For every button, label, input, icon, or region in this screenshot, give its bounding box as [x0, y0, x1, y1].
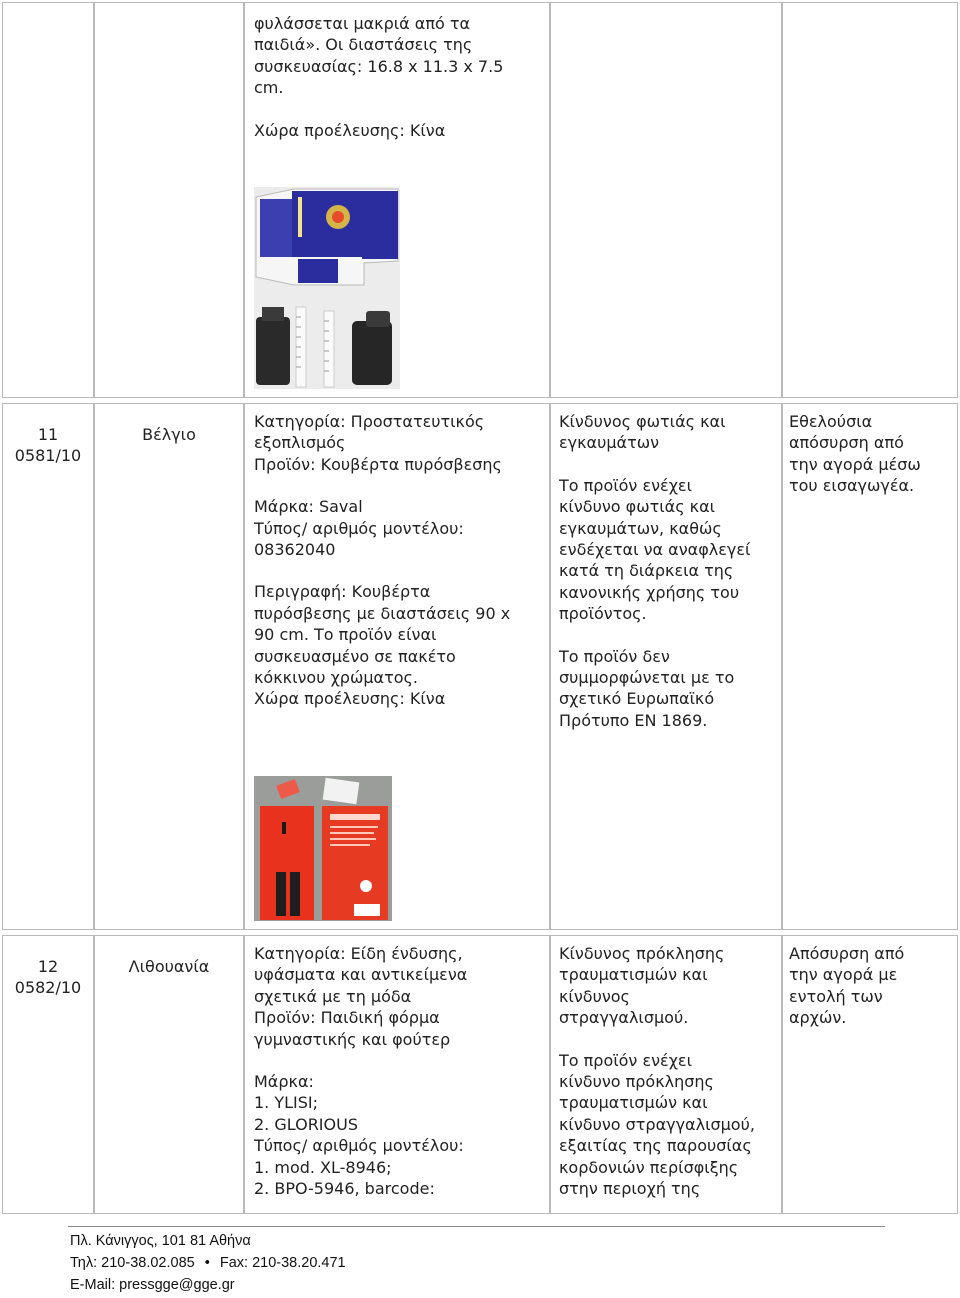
text-line: του εισαγωγέα.	[789, 476, 915, 496]
product-text: Προϊόν: Κουβέρτα πυρόσβεσης	[254, 454, 502, 474]
text-line: 2. BPO-5946, barcode:	[254, 1179, 435, 1199]
text-line: κίνδυνο πρόκλησης	[559, 1072, 714, 1092]
text-line: παιδιά». Οι διαστάσεις της	[254, 35, 473, 55]
text-line: κίνδυνο στραγγαλισμού,	[559, 1114, 755, 1134]
text-line: προϊόντος.	[559, 604, 647, 624]
text-line: κορδονιών περίσφιξης	[559, 1157, 739, 1177]
text-line: Το προϊόν ενέχει	[559, 475, 692, 495]
text-line: 90 cm. Το προϊόν είναι	[254, 625, 437, 645]
origin-text: Χώρα προέλευσης: Κίνα	[254, 120, 446, 140]
entry-code: 0581/10	[14, 446, 82, 466]
text-line: συμμορφώνεται με το	[559, 668, 735, 688]
footer-divider	[68, 1226, 885, 1227]
product-photo-lighter	[254, 187, 400, 389]
text-line: Εθελούσια	[789, 412, 873, 431]
bullet-separator: •	[204, 1255, 210, 1271]
row11-number	[2, 424, 94, 467]
tel-text: Τηλ: 210-38.02.085	[70, 1255, 195, 1271]
text-line: σχετικό Ευρωπαϊκό	[559, 689, 715, 709]
text-line: στην περιοχή της	[559, 1179, 701, 1199]
text-line: Μάρκα:	[254, 1072, 314, 1092]
product-photo-fire-blanket	[254, 776, 392, 921]
row11-country-cell	[94, 403, 244, 930]
prev-measures-cell	[782, 2, 958, 398]
text-line: στραγγαλισμού.	[559, 1008, 689, 1028]
text-line: φυλάσσεται μακριά από τα	[254, 14, 471, 33]
text-line: εξοπλισμός	[254, 433, 346, 453]
text-line: τραυματισμών και	[559, 1093, 708, 1113]
text-line: κόκκινου χρώματος.	[254, 668, 418, 688]
row12-country	[94, 956, 244, 977]
brand-text: Μάρκα: Saval	[254, 497, 363, 517]
text-line: πυρόσβεσης με διαστάσεις 90 x	[254, 603, 511, 623]
text-line: cm.	[254, 78, 284, 98]
text-line: 1. mod. XL-8946;	[254, 1157, 392, 1177]
row11-details-text	[254, 411, 546, 710]
text-line: απόσυρση από	[789, 433, 904, 453]
text-line: την αγορά με	[789, 965, 898, 985]
row11-measures-text	[789, 411, 955, 497]
text-line: κανονικής χρήσης του	[559, 582, 740, 602]
text-line: Κίνδυνος φωτιάς και	[559, 412, 726, 431]
text-line: Πρότυπο EN 1869.	[559, 710, 708, 730]
text-line: εντολή των	[789, 986, 883, 1006]
text-line: Περιγραφή: Κουβέρτα	[254, 582, 431, 602]
row11-country	[94, 424, 244, 445]
text-line: Κίνδυνος πρόκλησης	[559, 944, 725, 963]
row12-measures-text	[789, 943, 955, 1029]
model-label: Τύπος/ αριθμός μοντέλου:	[254, 518, 464, 538]
text-line: κίνδυνος	[559, 986, 630, 1006]
prev-country-cell	[94, 2, 244, 398]
entry-number: 11	[37, 425, 59, 444]
text-line: ενδέχεται να αναφλεγεί	[559, 540, 751, 560]
text-line: Το προϊόν ενέχει	[559, 1050, 692, 1070]
text-line: αρχών.	[789, 1008, 847, 1028]
text-line: υφάσματα και αντικείμενα	[254, 965, 468, 985]
text-line: συσκευασμένο σε πακέτο	[254, 646, 456, 666]
footer-address	[70, 1233, 251, 1249]
text-line: κίνδυνο φωτιάς και	[559, 497, 716, 517]
prev-risk-cell	[550, 2, 782, 398]
footer-phone-fax	[70, 1255, 346, 1271]
fax-text: Fax: 210-38.20.471	[219, 1255, 346, 1271]
entry-number: 12	[37, 957, 59, 976]
text-line: τραυματισμών και	[559, 965, 708, 985]
entry-code: 0582/10	[14, 978, 82, 998]
text-line: Το προϊόν δεν	[559, 646, 670, 666]
text-line: Προϊόν: Παιδική φόρμα	[254, 1008, 440, 1028]
text-line: 2. GLORIOUS	[254, 1114, 358, 1134]
text-line: συσκευασίας: 16.8 x 11.3 x 7.5	[254, 56, 504, 76]
row11-risk-text	[559, 411, 777, 731]
footer-email	[70, 1277, 235, 1293]
text-line: Κατηγορία: Προστατευτικός	[254, 412, 485, 431]
text-line: εξαιτίας της παρουσίας	[559, 1136, 752, 1156]
row11-num-cell	[2, 403, 94, 930]
origin-text: Χώρα προέλευσης: Κίνα	[254, 689, 446, 709]
prev-details-text	[254, 13, 544, 141]
text-line: γυμναστικής και φούτερ	[254, 1029, 451, 1049]
text-line: σχετικά με τη μόδα	[254, 986, 412, 1006]
row12-number	[2, 956, 94, 999]
address-text: Πλ. Κάνιγγος, 101 81 Αθήνα	[70, 1233, 251, 1249]
email-link[interactable]: E-Mail: pressgge@gge.gr	[70, 1277, 235, 1293]
text-line: Κατηγορία: Είδη ένδυσης,	[254, 944, 463, 963]
text-line: κατά τη διάρκεια της	[559, 561, 734, 581]
text-line: εγκαυμάτων	[559, 433, 660, 453]
country-name: Βέλγιο	[142, 425, 196, 444]
text-line: εγκαυμάτων, καθώς	[559, 518, 722, 538]
text-line: 1. YLISI;	[254, 1093, 319, 1113]
prev-num-cell	[2, 2, 94, 398]
text-line: την αγορά μέσω	[789, 454, 921, 474]
country-name: Λιθουανία	[128, 957, 210, 976]
row12-risk-text	[559, 943, 777, 1199]
row12-details-text	[254, 943, 546, 1199]
text-line: Τύπος/ αριθμός μοντέλου:	[254, 1136, 464, 1156]
model-value: 08362040	[254, 540, 336, 560]
text-line: Απόσυρση από	[789, 944, 905, 963]
